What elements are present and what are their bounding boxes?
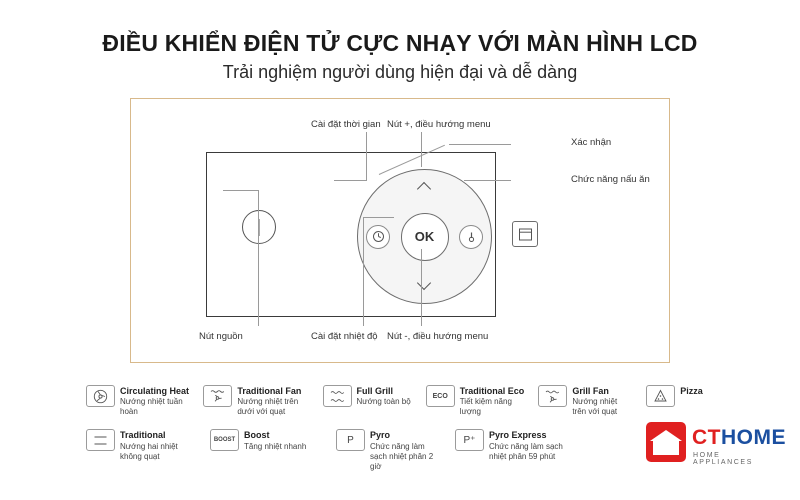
- legend-item-pyro-express: [455, 429, 575, 461]
- traditional-fan-icon: [203, 385, 232, 407]
- eco-icon: [426, 385, 455, 407]
- legend-name: Traditional: [120, 430, 166, 441]
- leader-line-plus: [421, 132, 422, 167]
- pyro-express-icon: [455, 429, 484, 451]
- grill-fan-icon: [538, 385, 567, 407]
- legend-desc: Chức năng làm sạch nhiệt phân 59 phút: [489, 441, 563, 461]
- legend-name: Boost: [244, 430, 270, 441]
- oven-function-icon[interactable]: [512, 221, 538, 247]
- full-grill-icon: [323, 385, 352, 407]
- leader-line-minus: [421, 249, 422, 326]
- circulating-heat-icon: [86, 385, 115, 407]
- pyro-icon: [336, 429, 365, 451]
- callout-power: Nút nguồn: [199, 331, 243, 342]
- pyro-icon-text: P: [347, 434, 354, 446]
- legend-item-traditional: [86, 429, 196, 461]
- leader-line-confirm-h: [449, 144, 511, 145]
- page-subtitle: Trải nghiệm người dùng hiện đại và dễ dàng: [222, 62, 578, 82]
- navigation-dial[interactable]: [357, 169, 492, 304]
- clock-icon[interactable]: [366, 225, 390, 249]
- legend-desc: Nướng nhiệt trên với quạt: [572, 397, 618, 417]
- legend-name: Full Grill: [356, 386, 394, 396]
- legend-item-pyro: [336, 429, 441, 471]
- ok-button[interactable]: [401, 213, 449, 261]
- legend-name: Pizza: [680, 386, 703, 396]
- legend-desc: Nướng nhiệt trên dưới với quạt: [237, 397, 299, 417]
- brand-logo: [646, 420, 786, 478]
- boost-icon: [210, 429, 239, 451]
- legend-name: Circulating Heat: [120, 386, 190, 396]
- callout-cooking-function: Chức năng nấu ăn: [571, 174, 650, 185]
- legend-row-2: [86, 429, 726, 471]
- leader-line-timer-h: [334, 180, 367, 181]
- callout-temperature: Cài đặt nhiệt độ: [311, 331, 378, 342]
- logo-ct: CT: [692, 426, 721, 449]
- function-legend: [86, 385, 726, 484]
- leader-line-function: [464, 180, 511, 181]
- boost-icon-text: BOOST: [213, 437, 236, 444]
- legend-name: Traditional Fan: [237, 386, 302, 396]
- thermometer-icon[interactable]: [459, 225, 483, 249]
- callout-confirm: Xác nhận: [571, 137, 612, 148]
- house-icon: [646, 422, 686, 462]
- leader-line-power: [258, 190, 259, 326]
- pyro-express-icon-text: P⁺: [463, 434, 476, 446]
- control-panel: [206, 152, 496, 317]
- legend-name: Grill Fan: [572, 386, 609, 396]
- diagram-frame: [130, 98, 670, 363]
- leader-line-timer: [366, 132, 367, 180]
- legend-name: Pyro Express: [489, 430, 547, 441]
- power-icon[interactable]: [242, 210, 276, 244]
- legend-desc: Chức năng làm sạch nhiệt phân 2 giờ: [370, 441, 434, 471]
- legend-item-full-grill: [323, 385, 412, 407]
- traditional-icon: [86, 429, 115, 451]
- eco-icon-text: ECO: [432, 392, 448, 400]
- callout-plus-nav: Nút +, điều hướng menu: [387, 119, 491, 130]
- logo-home: HOME: [721, 426, 786, 449]
- legend-item-circulating-heat: [86, 385, 189, 417]
- legend-item-pizza: [646, 385, 712, 407]
- chevron-up-icon[interactable]: [413, 176, 437, 200]
- legend-item-boost: [210, 429, 322, 451]
- legend-item-grill-fan: [538, 385, 632, 417]
- callout-minus-nav: Nút -, điều hướng menu: [387, 331, 489, 342]
- legend-desc: Tăng nhiệt nhanh: [244, 441, 307, 451]
- page-title: ĐIỀU KHIỂN ĐIỆN TỬ CỰC NHẠY VỚI MÀN HÌNH LCD: [102, 30, 698, 56]
- leader-line-temperature-h: [363, 217, 394, 218]
- legend-desc: Nướng nhiệt tuần hoàn: [120, 397, 183, 417]
- legend-item-traditional-eco: [426, 385, 525, 417]
- legend-desc: Nướng hai nhiệt không quạt: [120, 441, 178, 461]
- legend-item-traditional-fan: [203, 385, 308, 417]
- chevron-down-icon[interactable]: [413, 273, 437, 297]
- logo-wordmark: [692, 426, 786, 450]
- ok-button-label: OK: [414, 229, 435, 244]
- callout-timer: Cài đặt thời gian: [311, 119, 381, 130]
- pizza-icon: [646, 385, 675, 407]
- leader-line-power-h: [223, 190, 259, 191]
- legend-row-1: [86, 385, 726, 417]
- logo-tagline: HOME APPLIANCES: [693, 452, 753, 466]
- legend-desc: Tiết kiệm năng lượng: [459, 397, 512, 417]
- legend-desc: Nướng toàn bộ: [356, 397, 411, 407]
- legend-name: Traditional Eco: [459, 386, 525, 396]
- leader-line-temperature: [363, 217, 364, 326]
- legend-name: Pyro: [370, 430, 391, 441]
